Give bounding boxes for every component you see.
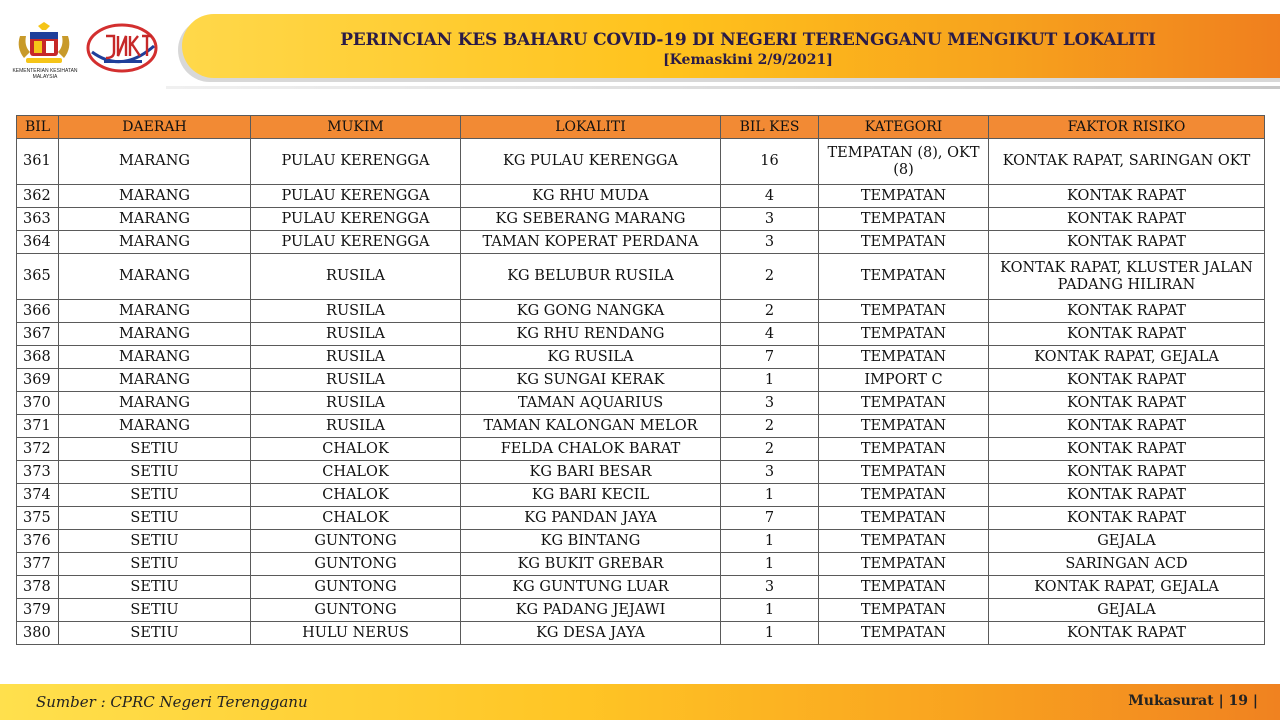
cell-bil-kes: 3 — [721, 576, 819, 599]
column-header-lokaliti: LOKALITI — [461, 116, 721, 139]
cell-kategori: TEMPATAN — [819, 208, 989, 231]
cell-faktor-risiko: KONTAK RAPAT — [989, 507, 1265, 530]
cell-bil-kes: 16 — [721, 139, 819, 185]
cell-lokaliti: FELDA CHALOK BARAT — [461, 438, 721, 461]
page-number: Mukasurat | 19 | — [1128, 693, 1258, 709]
case-table — [16, 115, 1265, 645]
cell-daerah: SETIU — [59, 622, 251, 645]
cell-bil-kes: 3 — [721, 208, 819, 231]
cell-mukim: GUNTONG — [251, 530, 461, 553]
cell-bil: 375 — [17, 507, 59, 530]
table-row — [17, 599, 1265, 622]
cell-faktor-risiko: KONTAK RAPAT — [989, 415, 1265, 438]
cell-mukim: RUSILA — [251, 254, 461, 300]
cell-bil: 379 — [17, 599, 59, 622]
cell-daerah: SETIU — [59, 576, 251, 599]
cell-kategori: TEMPATAN — [819, 415, 989, 438]
cell-faktor-risiko: KONTAK RAPAT — [989, 484, 1265, 507]
cell-bil-kes: 4 — [721, 323, 819, 346]
cell-daerah: MARANG — [59, 254, 251, 300]
cell-kategori: TEMPATAN — [819, 438, 989, 461]
cell-kategori: TEMPATAN — [819, 576, 989, 599]
table-row — [17, 323, 1265, 346]
cell-lokaliti: KG GUNTUNG LUAR — [461, 576, 721, 599]
cell-lokaliti: KG GONG NANGKA — [461, 300, 721, 323]
cell-bil-kes: 7 — [721, 346, 819, 369]
cell-kategori: TEMPATAN — [819, 346, 989, 369]
source-note: Sumber : CPRC Negeri Terengganu — [36, 693, 308, 711]
cell-lokaliti: TAMAN KALONGAN MELOR — [461, 415, 721, 438]
table-row — [17, 300, 1265, 323]
cell-lokaliti: KG BINTANG — [461, 530, 721, 553]
cell-bil-kes: 1 — [721, 369, 819, 392]
cell-bil-kes: 3 — [721, 461, 819, 484]
cell-faktor-risiko: KONTAK RAPAT — [989, 185, 1265, 208]
cell-kategori: TEMPATAN — [819, 530, 989, 553]
cell-daerah: SETIU — [59, 438, 251, 461]
cell-faktor-risiko: KONTAK RAPAT — [989, 438, 1265, 461]
cell-faktor-risiko: GEJALA — [989, 530, 1265, 553]
cell-bil: 371 — [17, 415, 59, 438]
cell-bil: 378 — [17, 576, 59, 599]
cell-daerah: MARANG — [59, 231, 251, 254]
cell-faktor-risiko: GEJALA — [989, 599, 1265, 622]
cell-bil: 362 — [17, 185, 59, 208]
cell-faktor-risiko: KONTAK RAPAT — [989, 300, 1265, 323]
cell-lokaliti: KG BELUBUR RUSILA — [461, 254, 721, 300]
cell-bil: 365 — [17, 254, 59, 300]
cell-kategori: TEMPATAN — [819, 300, 989, 323]
cell-daerah: MARANG — [59, 208, 251, 231]
cell-daerah: MARANG — [59, 392, 251, 415]
column-header-bil-kes: BIL KES — [721, 116, 819, 139]
cell-bil: 367 — [17, 323, 59, 346]
cell-faktor-risiko: KONTAK RAPAT — [989, 208, 1265, 231]
cell-mukim: PULAU KERENGGA — [251, 208, 461, 231]
table-row — [17, 622, 1265, 645]
cell-bil: 377 — [17, 553, 59, 576]
cell-mukim: PULAU KERENGGA — [251, 139, 461, 185]
cell-lokaliti: KG BARI KECIL — [461, 484, 721, 507]
cell-lokaliti: KG PADANG JEJAWI — [461, 599, 721, 622]
table-row — [17, 139, 1265, 185]
table-row — [17, 415, 1265, 438]
logo-area — [10, 18, 170, 88]
cell-daerah: SETIU — [59, 553, 251, 576]
cell-mukim: PULAU KERENGGA — [251, 231, 461, 254]
cell-bil: 380 — [17, 622, 59, 645]
cell-daerah: MARANG — [59, 415, 251, 438]
cell-bil-kes: 3 — [721, 392, 819, 415]
cell-daerah: MARANG — [59, 300, 251, 323]
cell-kategori: TEMPATAN — [819, 461, 989, 484]
table-row — [17, 185, 1265, 208]
cell-daerah: MARANG — [59, 369, 251, 392]
cell-kategori: TEMPATAN — [819, 323, 989, 346]
table-row — [17, 530, 1265, 553]
table-row — [17, 461, 1265, 484]
cell-kategori: TEMPATAN — [819, 231, 989, 254]
column-header-kategori: KATEGORI — [819, 116, 989, 139]
cell-mukim: RUSILA — [251, 415, 461, 438]
cell-bil: 364 — [17, 231, 59, 254]
cell-kategori: TEMPATAN — [819, 507, 989, 530]
header-divider — [166, 86, 1280, 89]
table-row — [17, 553, 1265, 576]
cell-kategori: TEMPATAN — [819, 599, 989, 622]
table-row — [17, 346, 1265, 369]
cell-mukim: GUNTONG — [251, 576, 461, 599]
cell-daerah: SETIU — [59, 484, 251, 507]
column-header-daerah: DAERAH — [59, 116, 251, 139]
table-row — [17, 254, 1265, 300]
cell-bil: 366 — [17, 300, 59, 323]
table-row — [17, 438, 1265, 461]
cell-daerah: MARANG — [59, 323, 251, 346]
cell-mukim: CHALOK — [251, 507, 461, 530]
cell-mukim: GUNTONG — [251, 599, 461, 622]
kkm-crest-icon — [16, 22, 72, 66]
cell-bil: 368 — [17, 346, 59, 369]
cell-mukim: CHALOK — [251, 484, 461, 507]
cell-faktor-risiko: KONTAK RAPAT — [989, 231, 1265, 254]
page-subtitle: [Kemaskini 2/9/2021] — [663, 52, 833, 68]
cell-mukim: RUSILA — [251, 369, 461, 392]
cell-bil: 370 — [17, 392, 59, 415]
jknt-logo-icon — [84, 22, 162, 74]
cell-faktor-risiko: KONTAK RAPAT, GEJALA — [989, 346, 1265, 369]
cell-lokaliti: KG RUSILA — [461, 346, 721, 369]
cell-lokaliti: TAMAN AQUARIUS — [461, 392, 721, 415]
cell-bil: 374 — [17, 484, 59, 507]
cell-bil-kes: 2 — [721, 254, 819, 300]
cell-bil: 372 — [17, 438, 59, 461]
cell-bil-kes: 2 — [721, 415, 819, 438]
cell-bil-kes: 1 — [721, 484, 819, 507]
cell-mukim: RUSILA — [251, 346, 461, 369]
cell-mukim: RUSILA — [251, 300, 461, 323]
cell-daerah: MARANG — [59, 346, 251, 369]
cell-bil-kes: 2 — [721, 300, 819, 323]
cell-mukim: HULU NERUS — [251, 622, 461, 645]
table-header-row — [17, 116, 1265, 139]
cell-bil-kes: 1 — [721, 599, 819, 622]
cell-bil-kes: 3 — [721, 231, 819, 254]
cell-kategori: TEMPATAN — [819, 484, 989, 507]
cell-daerah: SETIU — [59, 507, 251, 530]
cell-bil-kes: 7 — [721, 507, 819, 530]
table-row — [17, 231, 1265, 254]
cell-mukim: GUNTONG — [251, 553, 461, 576]
cell-kategori: TEMPATAN — [819, 185, 989, 208]
cell-faktor-risiko: KONTAK RAPAT, GEJALA — [989, 576, 1265, 599]
cell-faktor-risiko: KONTAK RAPAT — [989, 392, 1265, 415]
column-header-bil: BIL — [17, 116, 59, 139]
cell-mukim: RUSILA — [251, 323, 461, 346]
cell-kategori: TEMPATAN (8), OKT (8) — [819, 139, 989, 185]
cell-lokaliti: KG PANDAN JAYA — [461, 507, 721, 530]
table-row — [17, 507, 1265, 530]
table-row — [17, 208, 1265, 231]
cell-bil: 361 — [17, 139, 59, 185]
column-header-mukim: MUKIM — [251, 116, 461, 139]
footer-bar — [0, 684, 1280, 720]
cell-daerah: SETIU — [59, 461, 251, 484]
cell-daerah: MARANG — [59, 185, 251, 208]
page-title: PERINCIAN KES BAHARU COVID-19 DI NEGERI TERENGGANU MENGIKUT LOKALITI — [340, 30, 1156, 50]
table-body — [17, 139, 1265, 645]
cell-daerah: SETIU — [59, 599, 251, 622]
cell-kategori: IMPORT C — [819, 369, 989, 392]
cell-bil: 363 — [17, 208, 59, 231]
table-row — [17, 576, 1265, 599]
cell-lokaliti: KG DESA JAYA — [461, 622, 721, 645]
table-row — [17, 369, 1265, 392]
cell-mukim: RUSILA — [251, 392, 461, 415]
cell-lokaliti: KG SEBERANG MARANG — [461, 208, 721, 231]
cell-daerah: MARANG — [59, 139, 251, 185]
cell-kategori: TEMPATAN — [819, 392, 989, 415]
cell-kategori: TEMPATAN — [819, 622, 989, 645]
cell-bil-kes: 1 — [721, 530, 819, 553]
cell-bil-kes: 2 — [721, 438, 819, 461]
cell-faktor-risiko: KONTAK RAPAT, KLUSTER JALAN PADANG HILIRAN — [989, 254, 1265, 300]
cell-bil: 373 — [17, 461, 59, 484]
cell-faktor-risiko: SARINGAN ACD — [989, 553, 1265, 576]
cell-kategori: TEMPATAN — [819, 553, 989, 576]
cell-bil-kes: 1 — [721, 553, 819, 576]
cell-lokaliti: KG BUKIT GREBAR — [461, 553, 721, 576]
cell-lokaliti: KG RHU MUDA — [461, 185, 721, 208]
cell-faktor-risiko: KONTAK RAPAT, SARINGAN OKT — [989, 139, 1265, 185]
table-row — [17, 392, 1265, 415]
cell-faktor-risiko: KONTAK RAPAT — [989, 323, 1265, 346]
cell-lokaliti: KG BARI BESAR — [461, 461, 721, 484]
cell-mukim: PULAU KERENGGA — [251, 185, 461, 208]
crest-caption: KEMENTERIAN KESIHATAN MALAYSIA — [12, 68, 78, 80]
cell-faktor-risiko: KONTAK RAPAT — [989, 461, 1265, 484]
cell-mukim: CHALOK — [251, 461, 461, 484]
column-header-faktor-risiko: FAKTOR RISIKO — [989, 116, 1265, 139]
cell-faktor-risiko: KONTAK RAPAT — [989, 369, 1265, 392]
cell-bil-kes: 4 — [721, 185, 819, 208]
cell-lokaliti: KG PULAU KERENGGA — [461, 139, 721, 185]
cell-bil: 369 — [17, 369, 59, 392]
cell-faktor-risiko: KONTAK RAPAT — [989, 622, 1265, 645]
cell-lokaliti: KG RHU RENDANG — [461, 323, 721, 346]
cell-lokaliti: TAMAN KOPERAT PERDANA — [461, 231, 721, 254]
cell-bil-kes: 1 — [721, 622, 819, 645]
cell-bil: 376 — [17, 530, 59, 553]
cell-daerah: SETIU — [59, 530, 251, 553]
table-row — [17, 484, 1265, 507]
cell-mukim: CHALOK — [251, 438, 461, 461]
cell-kategori: TEMPATAN — [819, 254, 989, 300]
cell-lokaliti: KG SUNGAI KERAK — [461, 369, 721, 392]
